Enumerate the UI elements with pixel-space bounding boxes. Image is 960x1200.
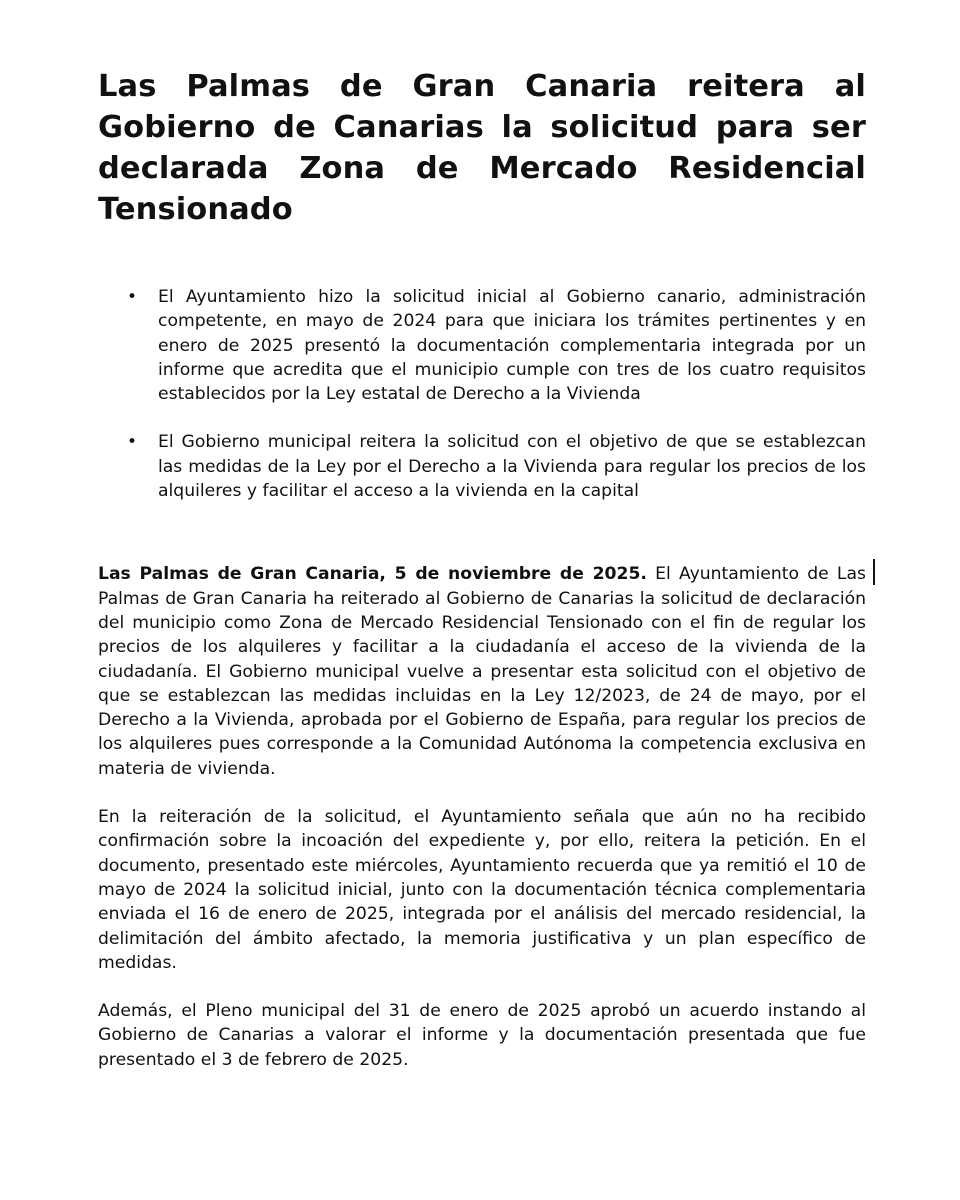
summary-bullet-1 <box>98 285 866 406</box>
document-body <box>98 562 866 1072</box>
document-title: Las Palmas de Gran Canaria reitera al Gobierno de Canarias la solicitud para ser declarada Zona de Mercado Residencial Tensionado <box>98 69 866 227</box>
summary-bullet-text: El Gobierno municipal reitera la solicitud con el objetivo de que se establezcan las medidas de la Ley por el Derecho a la Vivienda para regular los precios de los alquileres y facilitar el acceso a la vivienda en la capital <box>158 432 866 502</box>
dateline: Las Palmas de Gran Canaria, 5 de noviembre de 2025. <box>98 564 647 585</box>
summary-bullet-text: El Ayuntamiento hizo la solicitud inicial al Gobierno canario, administración competente, en mayo de 2024 para que iniciara los trámites pertinentes y en enero de 2025 presentó la documentación complementaria integrada por un informe que acredita que el municipio cumple con tres de los cuatro requisitos establecidos por la Ley estatal de Derecho a la Vivienda <box>158 287 866 405</box>
body-paragraph-2: En la reiteración de la solicitud, el Ayuntamiento señala que aún no ha recibido confirmación sobre la incoación del expediente y, por ello, reitera la petición. En el documento, presentado este miércoles, Ayuntamiento recuerda que ya remitió el 10 de mayo de 2024 la solicitud inicial, junto con la documentación técnica complementaria enviada el 16 de enero de 2025, integrada por el análisis del mercado residencial, la delimitación del ámbito afectado, la memoria justificativa y un plan específico de medidas. <box>98 807 866 973</box>
body-paragraph-1 <box>98 562 866 781</box>
summary-bullet-list <box>98 285 866 503</box>
body-paragraph-text: El Ayuntamiento de Las Palmas de Gran Canaria ha reiterado al Gobierno de Canarias la solicitud de declaración del municipio como Zona de Mercado Residencial Tensionado con el fin de regular los precios de los alquileres y facilitar a la ciudadanía el acceso de la vivienda de la ciudadanía. El Gobierno municipal vuelve a presentar esta solicitud con el objetivo de que se establezcan las medidas incluidas en la Ley 12/2023, de 24 de mayo, por el Derecho a la Vivienda, aprobada por el Gobierno de España, para regular los precios de los alquileres pues corresponde a la Comunidad Autónoma la competencia exclusiva en materia de vivienda. <box>98 564 866 779</box>
bullet-dot-icon: • <box>127 432 138 453</box>
summary-bullet-2 <box>98 430 866 503</box>
document-page <box>98 66 866 1072</box>
body-paragraph-3: Además, el Pleno municipal del 31 de enero de 2025 aprobó un acuerdo instando al Gobierno de Canarias a valorar el informe y la documentación presentada que fue presentado el 3 de febrero de 2025. <box>98 1001 866 1070</box>
bullet-dot-icon: • <box>127 287 138 307</box>
text-cursor-icon <box>873 559 875 585</box>
